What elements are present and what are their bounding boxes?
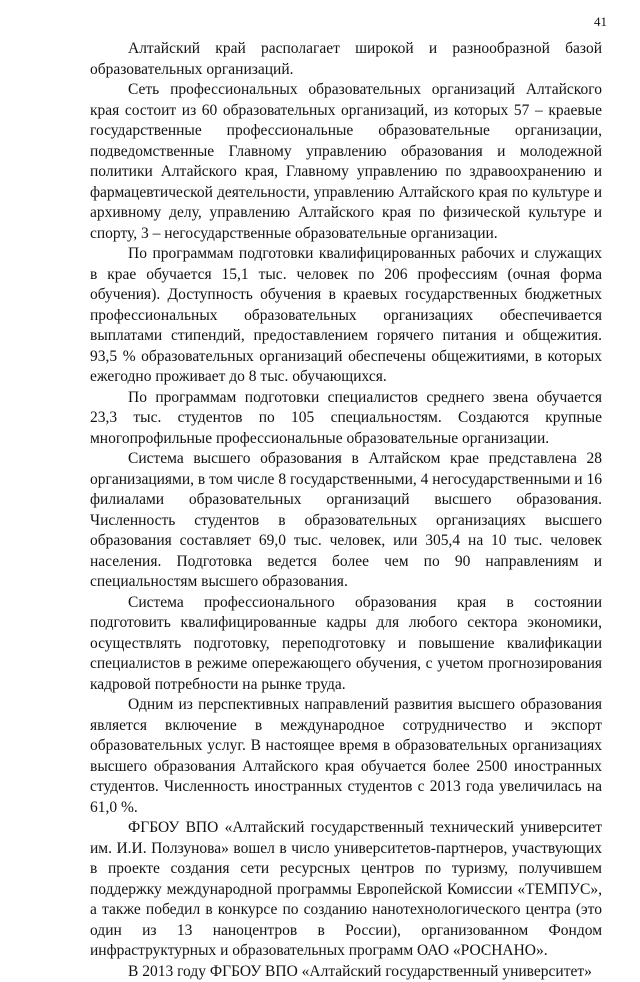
paragraph: По программам подготовки специалистов среднего звена обучается 23,3 тыс. студентов по 105 специальностям. Создаются крупные многопрофильные профессиональные образовательные организации. [90,388,602,450]
paragraph: В 2013 году ФГБОУ ВПО «Алтайский государственный университет» [90,962,602,982]
paragraph: Алтайский край располагает широкой и разнообразной базой образовательных организаций. [90,39,602,80]
paragraph: ФГБОУ ВПО «Алтайский государственный технический университет им. И.И. Ползунова» вошел в число университетов-партнеров, участвующих в проекте создания сети ресурсных центров по туризму, получившем поддержку международной программы Европейской Комиссии «ТЕМПУС», а также победил в конкурсе по созданию нанотехнологического центра (это один из 13 наноцентров в России), организованном Фондом инфраструктурных и образовательных программ ОАО «РОСНАНО». [90,818,602,962]
page-number: 41 [594,14,607,30]
paragraph: По программам подготовки квалифицированных рабочих и служащих в крае обучается 15,1 тыс. человек по 206 профессиям (очная форма обучения). Доступность обучения в краевых государственных бюджетных профессиональных образовательных организациях обеспечивается выплатами стипендий, предоставлением горячего питания и общежития. 93,5 % образовательных организаций обеспечены общежитиями, в которых ежегодно проживает до 8 тыс. обучающихся. [90,244,602,388]
paragraph: Система профессионального образования края в состоянии подготовить квалифицированные кадры для любого сектора экономики, осуществлять подготовку, переподготовку и повышение квалификации специалистов в режиме опережающего обучения, с учетом прогнозирования кадровой потребности на рынке труда. [90,593,602,696]
paragraph: Одним из перспективных направлений развития высшего образования является включение в международное сотрудничество и экспорт образовательных услуг. В настоящее время в образовательных организациях высшего образования Алтайского края обучается более 2500 иностранных студентов. Численность иностранных студентов с 2013 года увеличилась на 61,0 %. [90,695,602,818]
paragraph: Система высшего образования в Алтайском крае представлена 28 организациями, в том числе 8 государственными, 4 негосударственными и 16 филиалами образовательных организаций высшего образования. Численность студентов в образовательных организациях высшего образования составляет 69,0 тыс. человек, или 305,4 на 10 тыс. человек населения. Подготовка ведется более чем по 90 направлениям и специальностям высшего образования. [90,449,602,593]
document-body [90,39,602,982]
paragraph: Сеть профессиональных образовательных организаций Алтайского края состоит из 60 образовательных организаций, из которых 57 – краевые государственные профессиональные образовательные организации, подведомственные Главному управлению образования и молодежной политики Алтайского края, Главному управлению по здравоохранению и фармацевтической деятельности, управлению Алтайского края по культуре и архивному делу, управлению Алтайского края по физической культуре и спорту, 3 – негосударственные образовательные организации. [90,80,602,244]
